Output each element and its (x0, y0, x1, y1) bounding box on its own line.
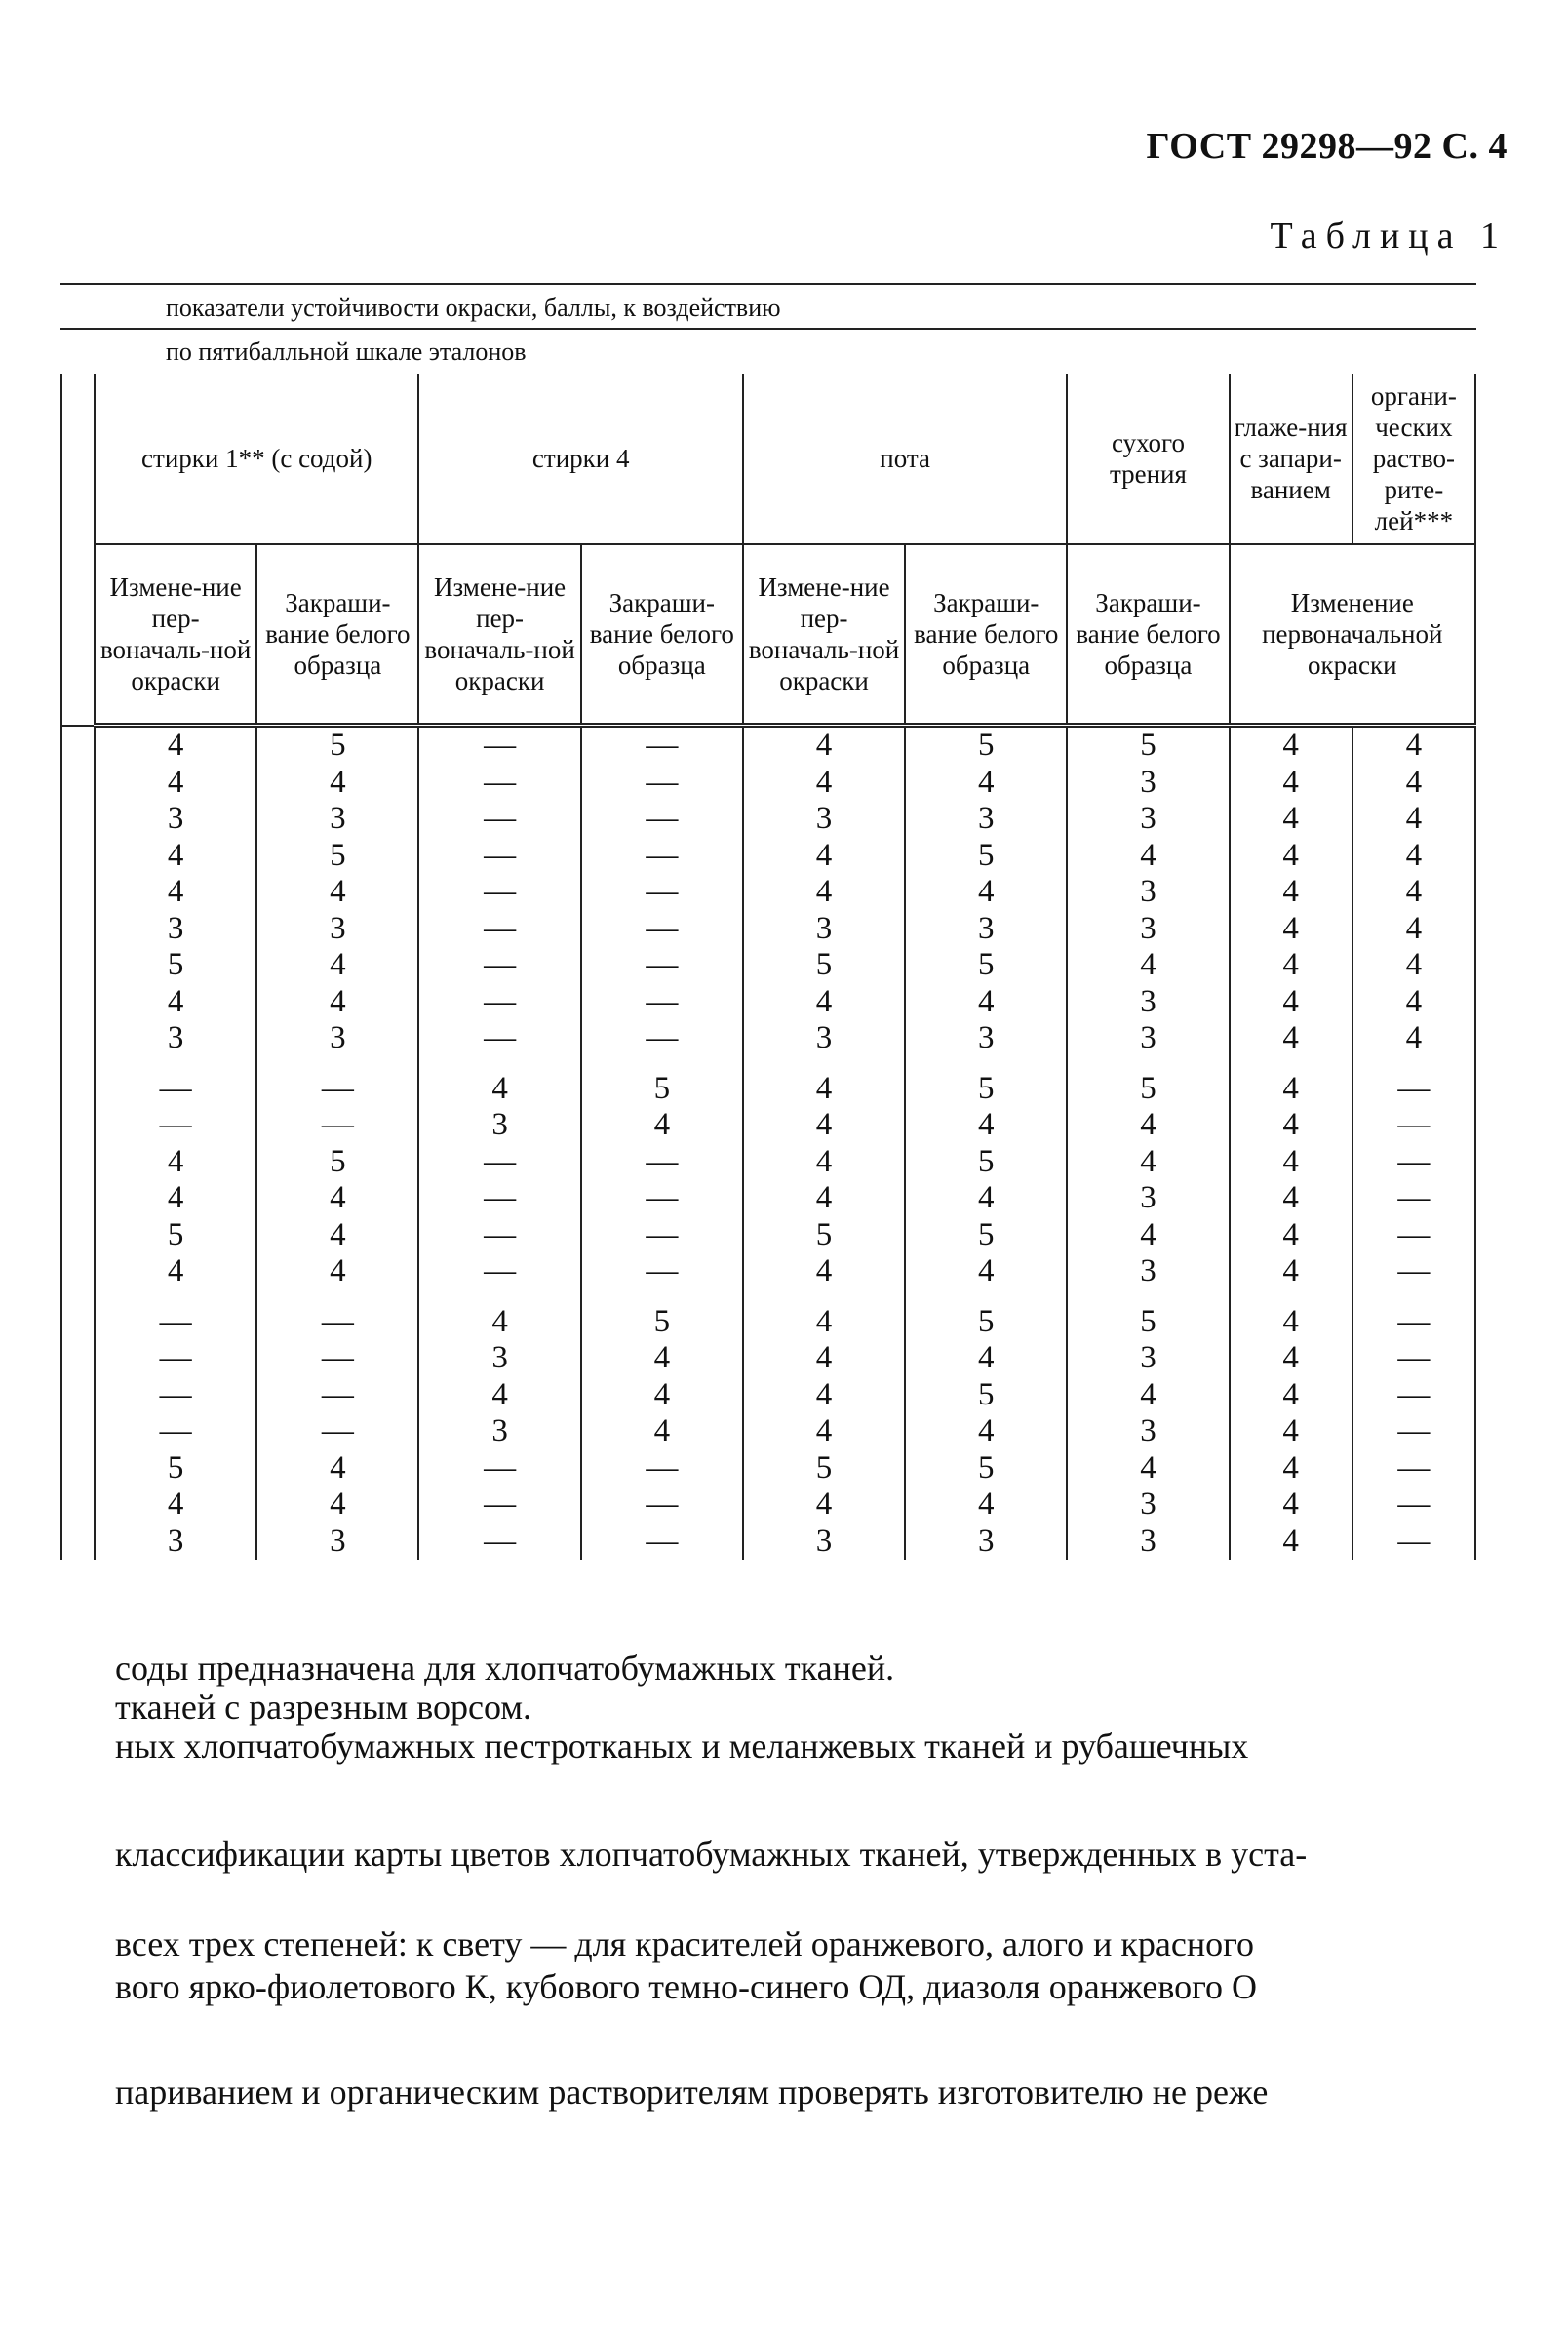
table-cell: 4 (1230, 1020, 1352, 1057)
table-cell: 4 (1230, 1217, 1352, 1254)
table-cell: 4 (256, 1450, 418, 1487)
table-cell: 4 (743, 1290, 905, 1341)
table-row (61, 1340, 1475, 1377)
table-row (61, 765, 1475, 802)
group-header-dry-rub: сухого трения (1067, 374, 1229, 544)
table-cell: 4 (743, 1413, 905, 1450)
leading-cell (61, 1253, 95, 1290)
table-cell: 5 (905, 1290, 1067, 1341)
top-rule (60, 283, 1476, 285)
leading-cell (61, 1486, 95, 1523)
table-cell: 5 (95, 1450, 256, 1487)
table-row (61, 1107, 1475, 1144)
table-cell: 3 (95, 1020, 256, 1057)
group-header-ironing: глаже-ния с запари-ванием (1230, 374, 1352, 544)
sub-header-stain: Закраши-вание белого образца (905, 544, 1067, 726)
table-row (61, 1180, 1475, 1217)
sub-header-change: Измене-ние пер-воначаль-ной окраски (95, 544, 256, 726)
table-cell: 3 (1067, 801, 1229, 838)
table-cell: 3 (95, 801, 256, 838)
sub-header-stain: Закраши-вание белого образца (581, 544, 743, 726)
table-cell: — (256, 1377, 418, 1414)
table-body (61, 726, 1475, 1561)
footnote-line: ных хлопчатобумажных пестротканых и меланжевых тканей и рубашечных (115, 1726, 1249, 1765)
table-cell: — (418, 1180, 580, 1217)
table-cell: 3 (1067, 1020, 1229, 1057)
table-cell: 5 (256, 726, 418, 765)
table-cell: 4 (95, 984, 256, 1021)
table-cell: 4 (256, 947, 418, 984)
table-cell: 3 (256, 801, 418, 838)
leading-cell (61, 1057, 95, 1108)
paragraph-2a: всех трех степеней: к свету — для красителей оранжевого, алого и красного (115, 1924, 1255, 1963)
table-cell: — (581, 801, 743, 838)
table-cell: 4 (743, 765, 905, 802)
table-cell: 4 (905, 874, 1067, 911)
table-cell: 3 (418, 1340, 580, 1377)
table-cell: 5 (743, 1450, 905, 1487)
table-row (61, 1450, 1475, 1487)
table-cell: — (256, 1413, 418, 1450)
table-cell: 3 (905, 1020, 1067, 1057)
table-cell: 3 (743, 1020, 905, 1057)
table-cell: 3 (1067, 1413, 1229, 1450)
table-cell: 4 (95, 726, 256, 765)
table-row (61, 1020, 1475, 1057)
table-cell: 5 (95, 1217, 256, 1254)
table-cell: 4 (1067, 1377, 1229, 1414)
table-cell: — (418, 765, 580, 802)
table-cell: 4 (1230, 874, 1352, 911)
table-cell: 4 (743, 838, 905, 875)
table-cell: 5 (905, 1217, 1067, 1254)
table-cell: — (418, 838, 580, 875)
table-cell: 4 (1352, 765, 1475, 802)
table-cell: — (1352, 1144, 1475, 1181)
table-cell: 4 (95, 1486, 256, 1523)
table-cell: 4 (418, 1290, 580, 1341)
table-row (61, 1057, 1475, 1108)
leading-cell (61, 1020, 95, 1057)
table-cell: 3 (1067, 911, 1229, 948)
table-cell: 5 (743, 1217, 905, 1254)
table-cell: — (581, 1486, 743, 1523)
table-cell: 4 (1230, 1486, 1352, 1523)
table-cell: — (581, 911, 743, 948)
sub-header-change: Измене-ние пер-воначаль-ной окраски (418, 544, 580, 726)
table-cell: — (581, 726, 743, 765)
table-cell: 4 (1352, 1020, 1475, 1057)
table-cell: — (581, 984, 743, 1021)
table-row (61, 984, 1475, 1021)
table-cell: 3 (256, 1020, 418, 1057)
table-cell: — (418, 1450, 580, 1487)
table-cell: 4 (905, 1180, 1067, 1217)
table-cell: — (95, 1377, 256, 1414)
table-cell: 5 (581, 1290, 743, 1341)
table-cell: 3 (1067, 1486, 1229, 1523)
table-cell: 4 (1230, 1523, 1352, 1561)
table-cell: 5 (581, 1057, 743, 1108)
table-cell: 4 (95, 1180, 256, 1217)
table-cell: 4 (95, 1253, 256, 1290)
table-cell: 4 (1067, 1107, 1229, 1144)
table-cell: 3 (743, 911, 905, 948)
table-cell: — (418, 726, 580, 765)
table-cell: — (1352, 1377, 1475, 1414)
leading-cell (61, 801, 95, 838)
table-cell: 4 (1230, 726, 1352, 765)
table-cell: — (418, 947, 580, 984)
table-cell: 4 (581, 1107, 743, 1144)
table-cell: — (1352, 1523, 1475, 1561)
table-cell: 3 (905, 911, 1067, 948)
table-cell: 4 (743, 1253, 905, 1290)
group-header-solvents: органи-ческих раство-рите-лей*** (1352, 374, 1475, 544)
table-cell: 4 (581, 1377, 743, 1414)
table-cell: — (256, 1340, 418, 1377)
table-cell: 4 (743, 1144, 905, 1181)
leading-cell (61, 765, 95, 802)
table-cell: — (95, 1107, 256, 1144)
table-cell: 4 (1230, 1107, 1352, 1144)
paragraph-3: париванием и органическим растворителям проверять изготовителю не реже (115, 2073, 1269, 2112)
table-cell: 3 (95, 1523, 256, 1561)
group-header-wash4: стирки 4 (418, 374, 742, 544)
table-cell: 5 (905, 838, 1067, 875)
table-cell: 3 (1067, 1253, 1229, 1290)
table-cell: 4 (1230, 1377, 1352, 1414)
table-cell: — (581, 838, 743, 875)
table-cell: — (256, 1107, 418, 1144)
table-cell: — (1352, 1253, 1475, 1290)
table-cell: 3 (1067, 984, 1229, 1021)
table-cell: — (418, 1523, 580, 1561)
table-row (61, 1253, 1475, 1290)
leading-cell (61, 1290, 95, 1341)
table-cell: 4 (256, 1217, 418, 1254)
footnote-line: тканей с разрезным ворсом. (115, 1687, 532, 1726)
table-cell: — (581, 1217, 743, 1254)
table-row (61, 1217, 1475, 1254)
table-row (61, 1144, 1475, 1181)
table-cell: 5 (1067, 1290, 1229, 1341)
table-cell: 4 (418, 1377, 580, 1414)
table-cell: — (418, 1486, 580, 1523)
table-cell: 4 (905, 1413, 1067, 1450)
table-cell: 3 (95, 911, 256, 948)
footnotes (115, 1648, 1248, 1765)
table-cell: — (581, 1144, 743, 1181)
table-cell: 4 (1230, 765, 1352, 802)
table-cell: 4 (256, 1253, 418, 1290)
fastness-table (60, 374, 1476, 1560)
table-cell: 3 (256, 1523, 418, 1561)
header-rule-2 (60, 328, 1476, 330)
table-cell: 4 (1352, 874, 1475, 911)
table-cell: 3 (418, 1107, 580, 1144)
table-cell: 5 (256, 838, 418, 875)
table-cell: 4 (1230, 1413, 1352, 1450)
table-cell: — (95, 1057, 256, 1108)
paragraph-2b: вого ярко-фиолетового К, кубового темно-синего ОД, диазоля оранжевого О (115, 1967, 1257, 2006)
table-cell: — (418, 1217, 580, 1254)
table-row (61, 874, 1475, 911)
leading-cell (61, 947, 95, 984)
table-cell: — (95, 1413, 256, 1450)
table-cell: 4 (1230, 911, 1352, 948)
table-cell: 4 (905, 1253, 1067, 1290)
table-cell: — (1352, 1486, 1475, 1523)
table-cell: — (418, 984, 580, 1021)
table-cell: 4 (1352, 911, 1475, 948)
table-cell: 4 (743, 874, 905, 911)
leading-cell (61, 838, 95, 875)
table-row (61, 1523, 1475, 1561)
table-cell: 4 (743, 726, 905, 765)
table-cell: 4 (743, 1057, 905, 1108)
table-cell: — (1352, 1217, 1475, 1254)
table-cell: 4 (256, 874, 418, 911)
table-cell: 4 (1230, 1180, 1352, 1217)
table-cell: 4 (1067, 1217, 1229, 1254)
table-cell: — (418, 1253, 580, 1290)
table-cell: — (418, 801, 580, 838)
sub-header-stain: Закраши-вание белого образца (256, 544, 418, 726)
table-title: Таблица 1 (1270, 216, 1508, 257)
table-row (61, 801, 1475, 838)
table-cell: 4 (743, 984, 905, 1021)
leading-cell (61, 1217, 95, 1254)
leading-cell (61, 1450, 95, 1487)
table-cell: 4 (1230, 947, 1352, 984)
table-cell: 4 (1230, 1144, 1352, 1181)
table-cell: 5 (905, 947, 1067, 984)
table-cell: 4 (1230, 1290, 1352, 1341)
table-cell: 3 (905, 801, 1067, 838)
table-cell: — (418, 911, 580, 948)
table-cell: 5 (905, 726, 1067, 765)
table-cell: 4 (1352, 984, 1475, 1021)
table-cell: — (581, 947, 743, 984)
table-row (61, 726, 1475, 765)
table-cell: 4 (95, 1144, 256, 1181)
sub-header-change-merged: Изменение первоначальной окраски (1230, 544, 1475, 726)
table-cell: — (1352, 1340, 1475, 1377)
table-cell: — (418, 1020, 580, 1057)
table-cell: — (1352, 1290, 1475, 1341)
table-cell: 4 (743, 1107, 905, 1144)
table-cell: — (1352, 1450, 1475, 1487)
table-cell: — (256, 1057, 418, 1108)
table-cell: — (95, 1290, 256, 1341)
table-cell: — (1352, 1057, 1475, 1108)
table-cell: — (581, 874, 743, 911)
table-cell: — (581, 765, 743, 802)
table-cell: 4 (95, 765, 256, 802)
table-cell: 4 (905, 984, 1067, 1021)
table-cell: — (1352, 1180, 1475, 1217)
table-cell: 4 (743, 1377, 905, 1414)
footnote-line: соды предназначена для хлопчатобумажных тканей. (115, 1648, 895, 1687)
table-cell: 4 (256, 1486, 418, 1523)
table-row (61, 911, 1475, 948)
table-cell: — (581, 1253, 743, 1290)
table-row (61, 1290, 1475, 1341)
table-cell: 3 (1067, 765, 1229, 802)
table-cell: 3 (1067, 1523, 1229, 1561)
leading-cell (61, 1180, 95, 1217)
table-cell: 4 (1067, 947, 1229, 984)
table-cell: 4 (1352, 726, 1475, 765)
table-header-line-2: по пятибалльной шкале эталонов (166, 337, 527, 366)
table-cell: 4 (743, 1340, 905, 1377)
table-cell: 3 (1067, 874, 1229, 911)
table-cell: 3 (743, 1523, 905, 1561)
table-row (61, 1486, 1475, 1523)
standard-code: ГОСТ 29298—92 С. 4 (1146, 126, 1508, 167)
leading-cell (61, 1107, 95, 1144)
leading-cell (61, 1413, 95, 1450)
table-cell: 4 (905, 765, 1067, 802)
table-cell: 3 (1067, 1180, 1229, 1217)
group-header-wash1: стирки 1** (с содой) (95, 374, 418, 544)
table-cell: 4 (256, 984, 418, 1021)
table-cell: 3 (418, 1413, 580, 1450)
table-cell: — (581, 1020, 743, 1057)
table-cell: 5 (905, 1377, 1067, 1414)
table-row (61, 1413, 1475, 1450)
table-row (61, 838, 1475, 875)
table-cell: 4 (905, 1486, 1067, 1523)
table-cell: — (581, 1180, 743, 1217)
table-cell: 4 (581, 1340, 743, 1377)
leading-cell (61, 726, 95, 765)
table-header-line-1: показатели устойчивости окраски, баллы, к воздействию (166, 294, 781, 322)
table-cell: 4 (1230, 984, 1352, 1021)
sub-header-stain: Закраши-вание белого образца (1067, 544, 1229, 726)
table-cell: — (418, 1144, 580, 1181)
table-cell: 4 (1230, 1253, 1352, 1290)
table-cell: 4 (95, 874, 256, 911)
leading-cell (61, 911, 95, 948)
table-cell: 5 (256, 1144, 418, 1181)
table-cell: 4 (1067, 1450, 1229, 1487)
table-cell: 5 (95, 947, 256, 984)
table-cell: — (418, 874, 580, 911)
table-cell: 3 (256, 911, 418, 948)
leading-column-header (61, 374, 95, 726)
table-cell: 4 (1230, 838, 1352, 875)
table-cell: — (95, 1340, 256, 1377)
table-cell: 4 (1067, 1144, 1229, 1181)
table-cell: 4 (1230, 801, 1352, 838)
leading-cell (61, 874, 95, 911)
table-cell: 4 (256, 1180, 418, 1217)
table-cell: — (256, 1290, 418, 1341)
table-cell: 4 (743, 1486, 905, 1523)
table-cell: 3 (1067, 1340, 1229, 1377)
table-cell: — (581, 1450, 743, 1487)
table-cell: 4 (1230, 1340, 1352, 1377)
table-cell: 5 (1067, 1057, 1229, 1108)
table-cell: 4 (256, 765, 418, 802)
table-cell: 4 (1230, 1057, 1352, 1108)
table-cell: 4 (581, 1413, 743, 1450)
table-cell: — (1352, 1107, 1475, 1144)
leading-cell (61, 1144, 95, 1181)
table-cell: 5 (905, 1144, 1067, 1181)
leading-cell (61, 1523, 95, 1561)
table-cell: 4 (1352, 801, 1475, 838)
table-cell: 4 (1352, 947, 1475, 984)
table-cell: — (581, 1523, 743, 1561)
table-cell: 5 (905, 1450, 1067, 1487)
table-cell: 3 (743, 801, 905, 838)
table-cell: 5 (905, 1057, 1067, 1108)
paragraph-1: классификации карты цветов хлопчатобумажных тканей, утвержденных в уста- (115, 1835, 1308, 1874)
sub-header-change: Измене-ние пер-воначаль-ной окраски (743, 544, 905, 726)
leading-cell (61, 984, 95, 1021)
table-cell: 5 (743, 947, 905, 984)
table-cell: 4 (905, 1340, 1067, 1377)
table-cell: 4 (1352, 838, 1475, 875)
leading-cell (61, 1377, 95, 1414)
table-cell: 5 (1067, 726, 1229, 765)
table-cell: 4 (743, 1180, 905, 1217)
table-cell: 4 (905, 1107, 1067, 1144)
table-cell: 4 (95, 838, 256, 875)
table-row (61, 1377, 1475, 1414)
table-cell: 4 (1230, 1450, 1352, 1487)
table-cell: — (1352, 1413, 1475, 1450)
table-cell: 3 (905, 1523, 1067, 1561)
leading-cell (61, 1340, 95, 1377)
table-row (61, 947, 1475, 984)
group-header-sweat: пота (743, 374, 1067, 544)
table-cell: 4 (418, 1057, 580, 1108)
table-cell: 4 (1067, 838, 1229, 875)
